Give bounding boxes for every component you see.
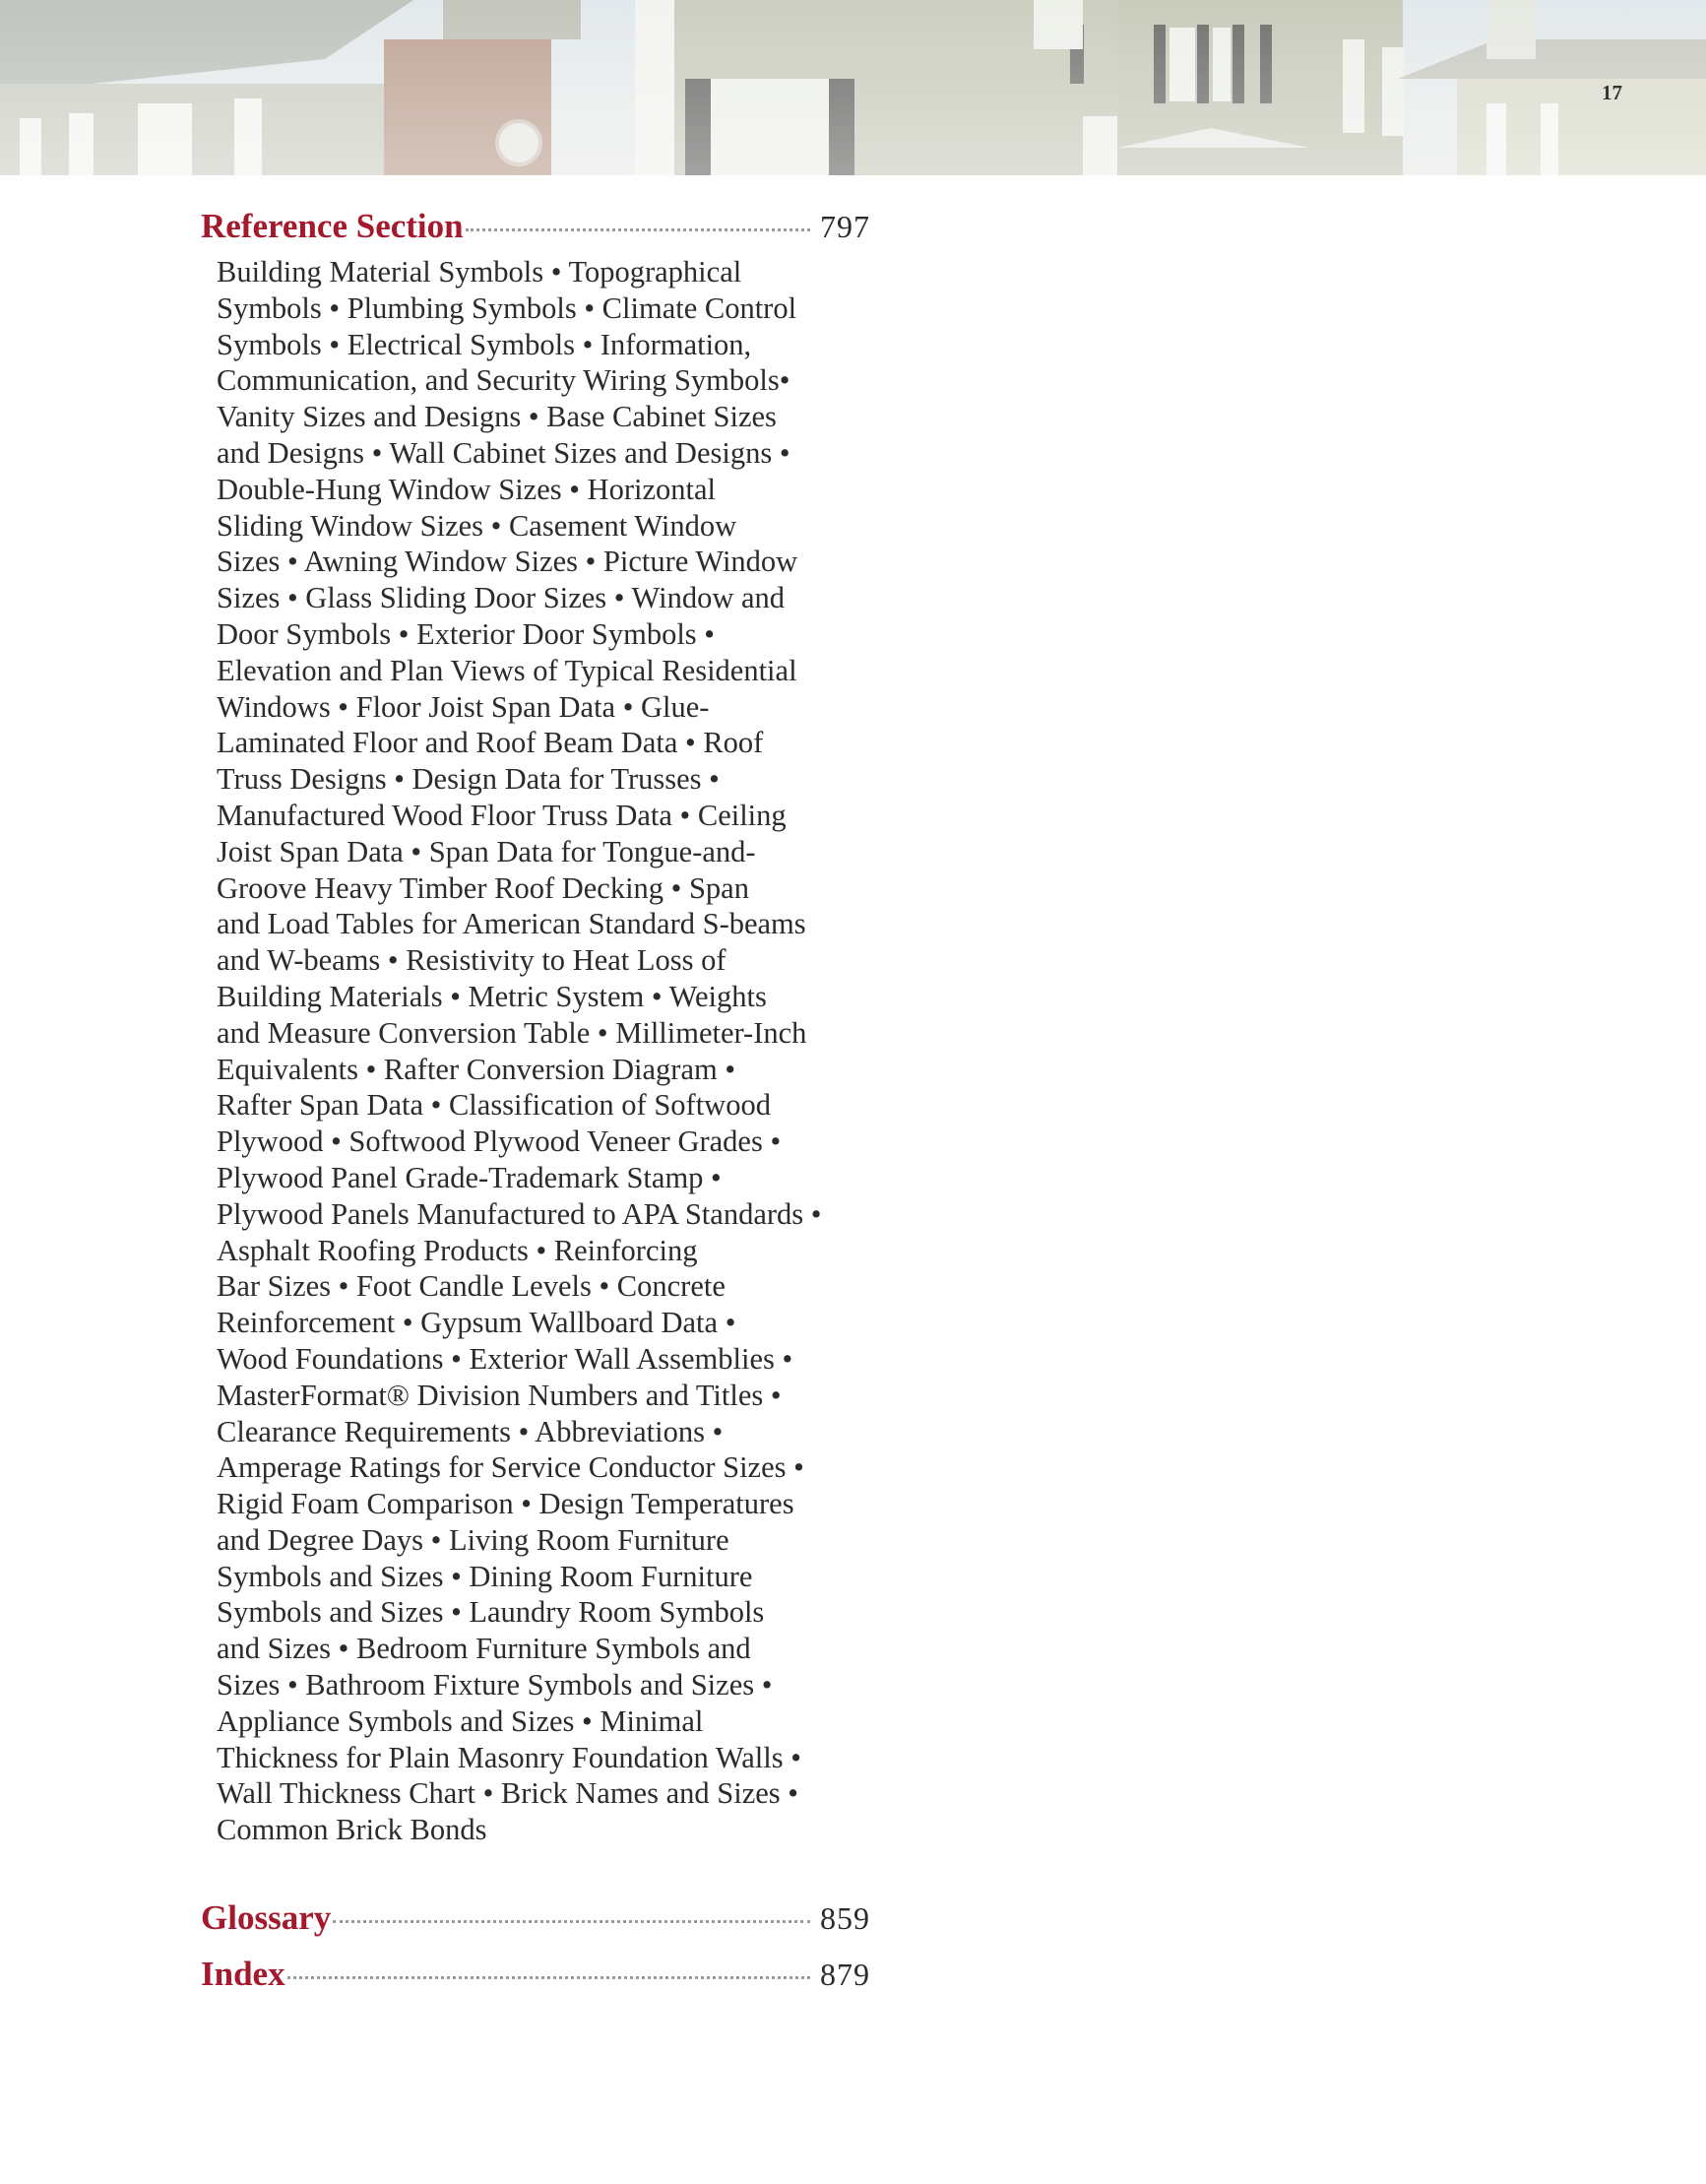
toc-entry-reference-section <box>201 207 870 1848</box>
toc-description-line: Asphalt Roofing Products • Reinforcing <box>217 1233 698 1267</box>
toc-description-line: and Measure Conversion Table • Millimeter-Inch <box>217 1015 807 1050</box>
toc-description-line: MasterFormat® Division Numbers and Titles • <box>217 1378 782 1412</box>
toc-description-line: Bar Sizes • Foot Candle Levels • Concrete <box>217 1269 726 1304</box>
toc-description-line: Vanity Sizes and Designs • Base Cabinet Sizes <box>217 400 777 434</box>
toc-description-line: Rigid Foam Comparison • Design Temperatures <box>217 1487 794 1521</box>
toc-heading <box>201 1955 870 1994</box>
header-photo <box>0 0 1706 175</box>
toc-description-line: and Designs • Wall Cabinet Sizes and Designs • <box>217 435 790 470</box>
toc-description-line: Truss Designs • Design Data for Trusses • <box>217 762 720 797</box>
toc-description-line: Joist Span Data • Span Data for Tongue-and- <box>217 834 756 868</box>
toc-description-line: Sizes • Glass Sliding Door Sizes • Window and <box>217 581 786 615</box>
toc-description-line: Manufactured Wood Floor Truss Data • Ceiling <box>217 798 787 832</box>
toc-page-number: 859 <box>820 1900 870 1936</box>
toc-description-line: Symbols • Electrical Symbols • Information, <box>217 327 752 361</box>
toc-description-line: Clearance Requirements • Abbreviations • <box>217 1414 724 1448</box>
toc-description-line: Symbols • Plumbing Symbols • Climate Control <box>217 290 797 325</box>
toc-description-line: Building Materials • Metric System • Weights <box>217 979 767 1013</box>
toc-entry-glossary <box>201 1898 870 1938</box>
toc-description-line: Plywood Panel Grade-Trademark Stamp • <box>217 1160 722 1194</box>
toc-description-line: Amperage Ratings for Service Conductor Sizes • <box>217 1450 804 1485</box>
dot-leader <box>287 1976 810 1979</box>
toc-description-line: Appliance Symbols and Sizes • Minimal <box>217 1703 704 1738</box>
toc-description-line: Wall Thickness Chart • Brick Names and Sizes • <box>217 1776 798 1811</box>
toc-description-line: Plywood Panels Manufactured to APA Standards • <box>217 1196 822 1231</box>
toc-description-line: and Load Tables for American Standard S-beams <box>217 907 806 941</box>
toc-title[interactable]: Reference Section <box>201 207 464 245</box>
toc-description-line: and Sizes • Bedroom Furniture Symbols and <box>217 1632 751 1666</box>
toc-heading <box>201 1898 870 1938</box>
toc-description-line: Common Brick Bonds <box>217 1813 487 1847</box>
toc-description-line: Building Material Symbols • Topographical <box>217 255 742 289</box>
toc-description-line: Sizes • Bathroom Fixture Symbols and Sizes • <box>217 1668 773 1702</box>
toc-description-line: Windows • Floor Joist Span Data • Glue- <box>217 689 710 724</box>
toc-title[interactable]: Glossary <box>201 1898 332 1937</box>
toc-description-line: Reinforcement • Gypsum Wallboard Data • <box>217 1306 736 1340</box>
toc-entry-index <box>201 1955 870 1994</box>
house-facade-image <box>0 0 1706 175</box>
toc-page-number: 879 <box>820 1957 870 1992</box>
toc-description <box>217 254 878 1848</box>
dot-leader <box>333 1920 810 1923</box>
page-number: 17 <box>1602 81 1622 104</box>
toc-description-line: Thickness for Plain Masonry Foundation Walls • <box>217 1740 801 1774</box>
dot-leader <box>466 228 810 231</box>
toc-description-line: and Degree Days • Living Room Furniture <box>217 1522 729 1557</box>
toc-description-line: Door Symbols • Exterior Door Symbols • <box>217 616 715 651</box>
toc-heading <box>201 207 870 246</box>
toc-description-line: Laminated Floor and Roof Beam Data • Roof <box>217 726 764 760</box>
toc-description-line: Elevation and Plan Views of Typical Residential <box>217 653 797 687</box>
toc-description-line: Wood Foundations • Exterior Wall Assemblies • <box>217 1341 793 1376</box>
toc-description-line: Symbols and Sizes • Dining Room Furniture <box>217 1559 753 1593</box>
toc-description-line: Double-Hung Window Sizes • Horizontal <box>217 472 716 506</box>
toc-description-line: Plywood • Softwood Plywood Veneer Grades • <box>217 1124 782 1159</box>
toc-description-line: Symbols and Sizes • Laundry Room Symbols <box>217 1595 765 1630</box>
toc-description-line: Rafter Span Data • Classification of Softwood <box>217 1088 771 1123</box>
toc-description-line: Communication, and Security Wiring Symbols• <box>217 363 790 398</box>
toc-description-line: Groove Heavy Timber Roof Decking • Span <box>217 870 749 905</box>
toc-title[interactable]: Index <box>201 1955 285 1993</box>
toc-description-line: and W-beams • Resistivity to Heat Loss of <box>217 943 727 978</box>
toc-description-line: Sizes • Awning Window Sizes • Picture Window <box>217 545 798 579</box>
toc-description-line: Equivalents • Rafter Conversion Diagram • <box>217 1052 736 1086</box>
toc-page-number: 797 <box>820 209 870 244</box>
toc-description-line: Sliding Window Sizes • Casement Window <box>217 508 737 543</box>
